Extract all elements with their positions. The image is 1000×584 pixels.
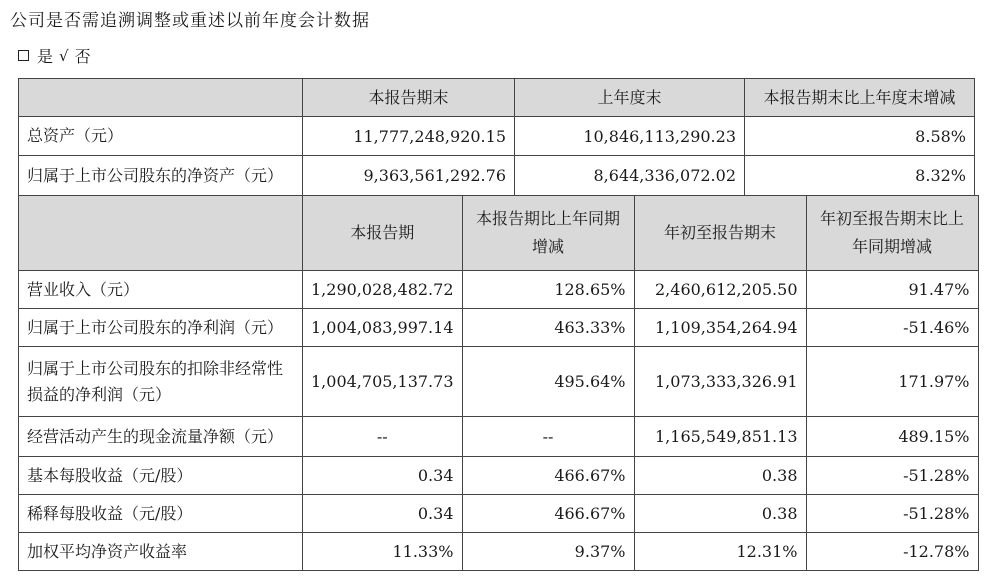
- row-label: 归属于上市公司股东的扣除非经常性损益的净利润（元）: [19, 347, 303, 417]
- balance-table: [18, 78, 975, 196]
- table-cell: 9,363,561,292.76: [303, 156, 515, 196]
- table-row: [19, 417, 979, 457]
- row-label: 加权平均净资产收益率: [19, 533, 303, 571]
- table-cell: 8.32%: [745, 156, 975, 196]
- header-blank: [19, 79, 303, 117]
- table-row: [19, 156, 975, 196]
- table-cell: -12.78%: [806, 533, 978, 571]
- table-cell: 11,777,248,920.15: [303, 117, 515, 156]
- table-header-row: [19, 79, 975, 117]
- table-cell: 463.33%: [462, 309, 634, 347]
- table-cell: 489.15%: [806, 417, 978, 457]
- table-cell: 1,073,333,326.91: [634, 347, 806, 417]
- table-cell: -51.46%: [806, 309, 978, 347]
- table-cell: 466.67%: [462, 495, 634, 533]
- table-cell: 10,846,113,290.23: [515, 117, 745, 156]
- no-label: 否: [74, 47, 91, 66]
- table-cell: 466.67%: [462, 457, 634, 495]
- row-label: 归属于上市公司股东的净资产（元）: [19, 156, 303, 196]
- table-row: [19, 495, 979, 533]
- row-label: 稀释每股收益（元/股）: [19, 495, 303, 533]
- table-cell: 11.33%: [303, 533, 463, 571]
- table-cell: 91.47%: [806, 271, 978, 309]
- table-cell: 0.34: [303, 457, 463, 495]
- table-cell: 0.38: [634, 495, 806, 533]
- header-blank: [19, 196, 303, 271]
- unchecked-box-icon: [18, 50, 29, 61]
- table-cell: 128.65%: [462, 271, 634, 309]
- table-row: [19, 457, 979, 495]
- table-cell: --: [303, 417, 463, 457]
- column-header: 本报告期比上年同期增减: [462, 196, 634, 271]
- table-cell: 8.58%: [745, 117, 975, 156]
- column-header: 年初至报告期末: [634, 196, 806, 271]
- table-row: [19, 347, 979, 417]
- row-label: 归属于上市公司股东的净利润（元）: [19, 309, 303, 347]
- table-row: [19, 309, 979, 347]
- table-cell: 1,109,354,264.94: [634, 309, 806, 347]
- table-cell: 0.38: [634, 457, 806, 495]
- table-cell: -51.28%: [806, 495, 978, 533]
- row-label: 经营活动产生的现金流量净额（元）: [19, 417, 303, 457]
- table-cell: 495.64%: [462, 347, 634, 417]
- restatement-choice: [18, 44, 91, 67]
- column-header: 本报告期末比上年度末增减: [745, 79, 975, 117]
- table-cell: 12.31%: [634, 533, 806, 571]
- table-cell: 171.97%: [806, 347, 978, 417]
- income-table: [18, 195, 979, 571]
- table-cell: 2,460,612,205.50: [634, 271, 806, 309]
- table-cell: 1,004,083,997.14: [303, 309, 463, 347]
- row-label: 总资产（元）: [19, 117, 303, 156]
- table-cell: 1,165,549,851.13: [634, 417, 806, 457]
- table-cell: 9.37%: [462, 533, 634, 571]
- table-cell: 8,644,336,072.02: [515, 156, 745, 196]
- row-label: 基本每股收益（元/股）: [19, 457, 303, 495]
- table-cell: --: [462, 417, 634, 457]
- yes-label: 是: [37, 47, 54, 66]
- column-header: 本报告期末: [303, 79, 515, 117]
- table-row: [19, 271, 979, 309]
- section-heading: 公司是否需追溯调整或重述以前年度会计数据: [10, 11, 370, 31]
- table-cell: -51.28%: [806, 457, 978, 495]
- column-header: 年初至报告期末比上年同期增减: [806, 196, 978, 271]
- table-row: [19, 533, 979, 571]
- check-mark-icon: √: [59, 46, 69, 65]
- table-cell: 1,004,705,137.73: [303, 347, 463, 417]
- column-header: 上年度末: [515, 79, 745, 117]
- column-header: 本报告期: [303, 196, 463, 271]
- table-cell: 1,290,028,482.72: [303, 271, 463, 309]
- table-header-row: [19, 196, 979, 271]
- row-label: 营业收入（元）: [19, 271, 303, 309]
- table-row: [19, 117, 975, 156]
- table-cell: 0.34: [303, 495, 463, 533]
